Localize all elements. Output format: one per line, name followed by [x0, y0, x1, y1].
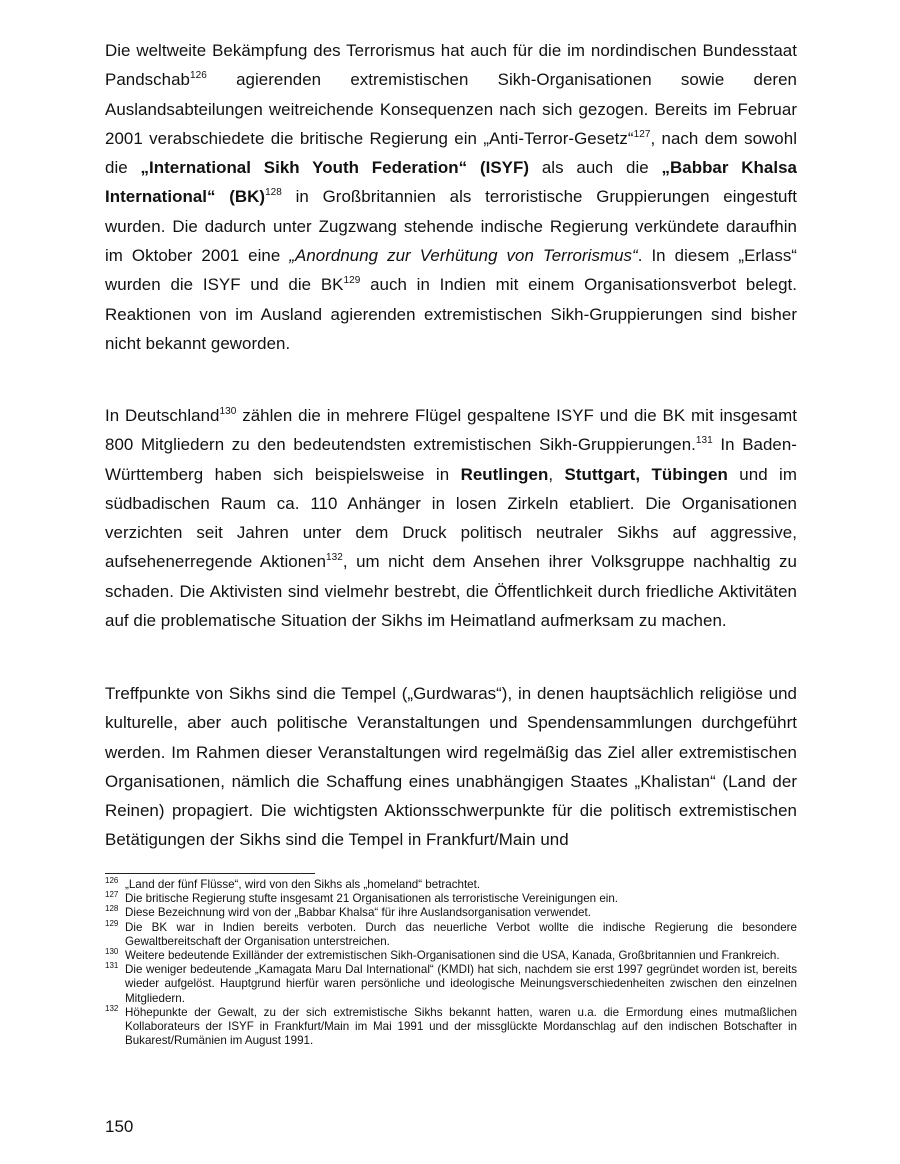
bold-city-reutlingen: Reutlingen [460, 464, 549, 484]
footnote-text: Die britische Regierung stufte insgesamt 21 Organisationen als terroristische Vereinigungen ein. [125, 892, 619, 906]
footnote-text: „Land der fünf Flüsse“, wird von den Sikhs als „homeland“ betrachtet. [125, 878, 481, 891]
page-number: 150 [105, 1117, 134, 1136]
footnote-ref-132[interactable]: 132 [326, 552, 343, 564]
text-segment: in Großbritannien als terroristische Gruppierungen eingestuft wurden. Die dadurch unter Zugzwang stehende indische Regierung verkündete daraufhin im Oktober 2001 eine [105, 187, 797, 266]
text-segment: und im südbadischen Raum ca. 110 Anhänger in losen Zirkeln etabliert. Die Organisationen verzichten seit Jahren unter dem Druck politisch neutraler Sikhs auf aggressive, aufsehenerregende Aktionen [105, 464, 797, 572]
footnote-ref-131[interactable]: 131 [695, 435, 713, 447]
footnote-130 [105, 949, 797, 963]
paragraph-3-text [105, 679, 797, 855]
footnote-number: 132 [105, 1003, 119, 1013]
text-segment: In Baden-Württemberg haben sich beispielsweise in [105, 435, 797, 484]
paragraph-3 [105, 679, 797, 855]
footnote-ref-129[interactable]: 129 [343, 275, 361, 287]
footnote-number: 128 [105, 904, 119, 914]
footnote-text: Die weniger bedeutende „Kamagata Maru Dal International“ (KMDI) hat sich, nachdem sie erst 1997 gegründet worden ist, bereits wieder aufgelöst. Hauptgrund hierfür waren persönliche und ideologische Meinungsverschiedenheiten zwischen den einzelnen Mitgliedern. [125, 963, 797, 1005]
footnote-ref-126[interactable]: 126 [189, 70, 207, 82]
footnote-text: Diese Bezeichnung wird von der „Babbar Khalsa“ für ihre Auslandsorganisation verwendet. [125, 906, 591, 920]
footnote-text: Weitere bedeutende Exilländer der extremistischen Sikh-Organisationen sind die USA, Kanada, Großbritannien und Frankreich. [125, 949, 780, 963]
footnote-text: Die BK war in Indien bereits verboten. Durch das neuerliche Verbot wollte die indische Regierung die besondere Gewaltbereitschaft der Organisation unterstreichen. [125, 920, 797, 948]
footnote-ref-127[interactable]: 127 [633, 128, 651, 140]
footnote-ref-130[interactable]: 130 [219, 406, 237, 417]
footnotes-list [105, 878, 797, 1048]
footnote-number: 129 [105, 918, 119, 928]
paragraph-1-text [105, 36, 797, 358]
paragraph-1 [105, 36, 797, 358]
footnote-number: 127 [105, 890, 119, 900]
footnote-131 [105, 963, 797, 1006]
text-segment: . In diesem „Erlass“ wurden die ISYF und die BK [105, 246, 797, 295]
footnote-128 [105, 906, 797, 920]
text-segment: auch in Indien mit einem Organisationsverbot belegt. Reaktionen von im Ausland agierenden extremistischen Sikh-Gruppierungen sind bisher nicht bekannt geworden. [105, 275, 797, 353]
footnote-127 [105, 892, 797, 906]
footnote-ref-128[interactable]: 128 [265, 187, 282, 199]
text-segment: , [548, 464, 565, 484]
footnote-132 [105, 1003, 797, 1049]
text-segment: als auch die [529, 158, 662, 178]
text-segment: agierenden extremistischen Sikh-Organisationen sowie deren Auslandsabteilungen weitreichende Konsequenzen nach sich gezogen. Bereits im Februar 2001 verabschiedete die britische Regierung ein „Anti-Terror-Gesetz“ [105, 70, 797, 148]
text-segment: Treffpunkte von Sikhs sind die Tempel („Gurdwaras“), in denen hauptsächlich religiöse und kulturelle, aber auch politische Veranstaltungen und Spendensammlungen durchgeführt werden. Im Rahmen dieser Veranstaltungen wird regelmäßig das Ziel aller extremistischen Organisationen, nämlich die Schaffung eines unabhängigen Staates „Khalistan“ (Land der Reinen) propagiert. Die wichtigsten Aktionsschwerpunkte für die politisch extremistischen Betätigungen der Sikhs sind die Tempel in Frankfurt/Main und [105, 684, 797, 850]
footnote-separator [105, 873, 315, 874]
footnote-number: 130 [105, 947, 119, 957]
text-segment: In Deutschland [105, 406, 220, 425]
paragraph-2 [105, 401, 797, 635]
text-segment: , um nicht dem Ansehen ihrer Volksgruppe nachhaltig zu schaden. Die Aktivisten sind vielmehr bestrebt, die Öffentlichkeit durch friedliche Aktivitäten auf die problematische Situation der Sikhs im Heimatland aufmerksam zu machen. [105, 552, 797, 631]
bold-org-isyf: „International Sikh Youth Federation“ (ISYF) [140, 158, 530, 178]
paragraph-2-text [105, 401, 797, 635]
bold-org-bk: „Babbar Khalsa International“ (BK) [105, 158, 797, 207]
text-segment: zählen die in mehrere Flügel gespaltene ISYF und die BK mit insgesamt 800 Mitgliedern zu den bedeutendsten extremistischen Sikh-Gruppierungen. [105, 406, 797, 455]
text-segment: Die weltweite Bekämpfung des Terrorismus hat auch für die im nordindischen Bundesstaat Pandschab [105, 41, 797, 90]
bold-city-stuttgart-tuebingen: Stuttgart, Tübingen [564, 464, 728, 484]
footnote-number: 131 [105, 961, 119, 971]
footnote-number: 126 [105, 876, 119, 885]
footnote-129 [105, 918, 797, 949]
footnote-126 [105, 878, 797, 892]
footnote-text: Höhepunkte der Gewalt, zu der sich extremistische Sikhs bekannt hatten, waren u.a. die Ermordung eines mutmaßlichen Kollaborateurs der ISYF in Frankfurt/Main im Mai 1991 und der missglückte Mordanschlag auf den indischen Botschafter in Bukarest/Rumänien im August 1991. [125, 1005, 797, 1048]
italic-decree-title: „Anordnung zur Verhütung von Terrorismus“ [289, 246, 638, 266]
text-segment: , nach dem sowohl die [105, 128, 797, 178]
